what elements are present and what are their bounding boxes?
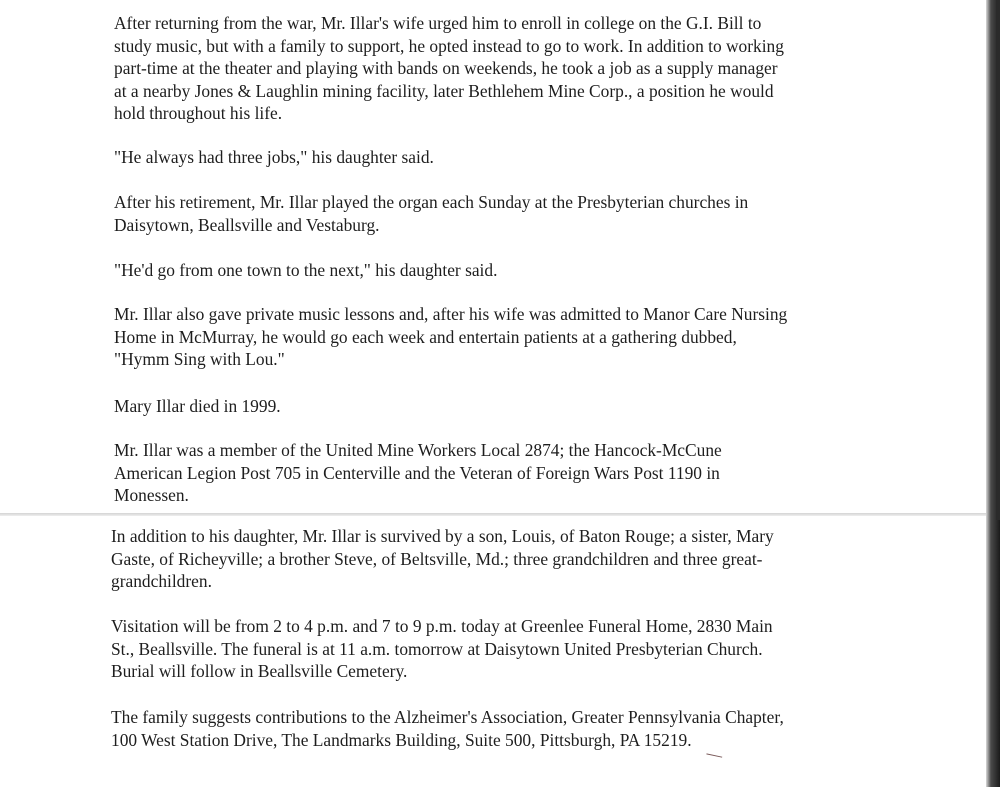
text-line: at a nearby Jones & Laughlin mining facility, later Bethlehem Mine Corp., a position he would [114, 80, 774, 101]
text-line: part-time at the theater and playing with bands on weekends, he took a job as a supply manager [114, 58, 778, 78]
text-line: Gaste, of Richeyville; a brother Steve, of Beltsville, Md.; three grandchildren and three great- [111, 548, 763, 569]
text-line: American Legion Post 705 in Centerville and the Veteran of Foreign Wars Post 1190 in [114, 462, 720, 483]
paragraph-survivors [111, 525, 991, 593]
text-line: In addition to his daughter, Mr. Illar is survived by a son, Louis, of Baton Rouge; a sister, Mary [111, 526, 774, 546]
text-line: Burial will follow in Beallsville Cemetery. [111, 661, 408, 681]
paragraph-retirement [114, 191, 994, 236]
text-line: Mr. Illar also gave private music lessons and, after his wife was admitted to Manor Care Nursing [114, 304, 788, 324]
paragraph-memberships [114, 439, 994, 507]
upper-section [114, 12, 994, 125]
text-line: St., Beallsville. The funeral is at 11 a.m. tomorrow at Daisytown United Presbyterian Church. [111, 638, 763, 659]
text-line: hold throughout his life. [114, 103, 283, 123]
text-line: 100 West Station Drive, The Landmarks Building, Suite 500, Pittsburgh, PA 15219. [111, 729, 692, 750]
paragraph-visitation [111, 615, 991, 683]
text-line: Visitation will be from 2 to 4 p.m. and 7 to 9 p.m. today at Greenlee Funeral Home, 2830 Main [111, 616, 773, 636]
paragraph-quote-town [114, 259, 994, 282]
paragraph-contributions [111, 706, 991, 751]
text-line: Home in McMurray, he would go each week and entertain patients at a gathering dubbed, [114, 326, 737, 347]
text-line: After returning from the war, Mr. Illar's wife urged him to enroll in college on the G.I. Bill to [114, 13, 762, 33]
scan-edge-shadow-upper [996, 0, 1000, 520]
text-line: "He always had three jobs," his daughter said. [114, 147, 434, 167]
text-line: Monessen. [114, 485, 189, 505]
text-line: After his retirement, Mr. Illar played the organ each Sunday at the Presbyterian churches in [114, 192, 749, 212]
text-line: grandchildren. [111, 571, 212, 591]
text-line: Mary Illar died in 1999. [114, 396, 281, 416]
text-line: study music, but with a family to support, he opted instead to go to work. In addition to working [114, 35, 784, 56]
text-line: Daisytown, Beallsville and Vestaburg. [114, 214, 380, 235]
paragraph-music-lessons [114, 303, 994, 371]
paragraph-mary-illar [114, 395, 994, 418]
text-line: The family suggests contributions to the Alzheimer's Association, Greater Pennsylvania Chapter, [111, 707, 784, 727]
text-line: "Hymm Sing with Lou." [114, 349, 285, 369]
text-line: Mr. Illar was a member of the United Mine Workers Local 2874; the Hancock-McCune [114, 440, 722, 460]
scan-seam [0, 513, 986, 516]
pen-mark [706, 753, 722, 760]
paragraph-quote-jobs [114, 146, 994, 169]
text-line: "He'd go from one town to the next," his daughter said. [114, 260, 498, 280]
